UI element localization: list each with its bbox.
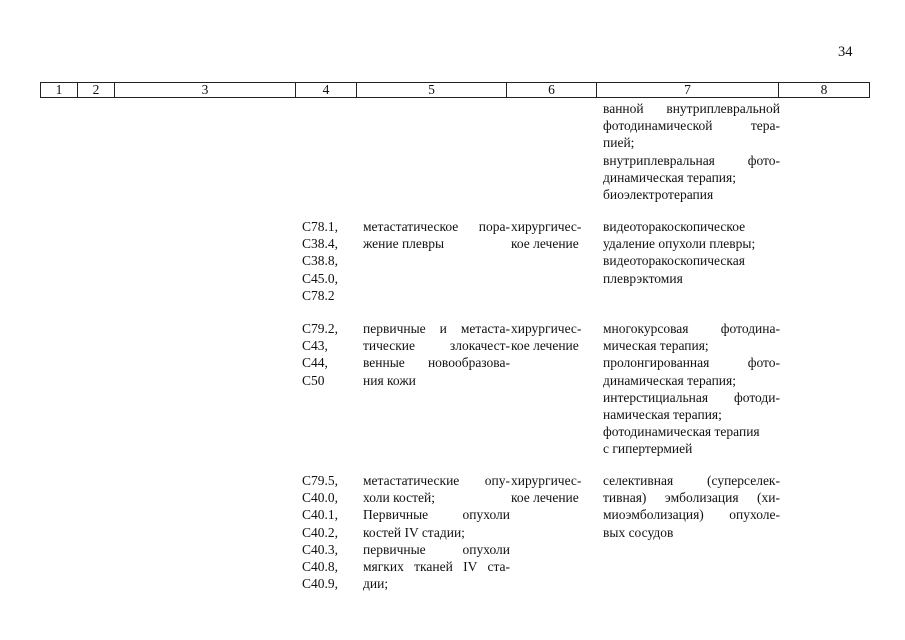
diagnosis-line: ния кожи — [363, 372, 416, 388]
method-line: намическая терапия; — [603, 407, 722, 423]
column-1-header: 1 — [41, 83, 78, 98]
row-1-diagnosis — [363, 218, 510, 252]
icd-code: С40.2, — [302, 524, 339, 540]
method-line: динамическая терапия; — [603, 169, 736, 185]
page-number: 34 — [838, 44, 853, 60]
icd-code: С79.2, — [302, 321, 339, 336]
method-line: динамическая терапия; — [603, 372, 736, 388]
treatment-line: кое лечение — [511, 236, 579, 252]
column-3-header: 3 — [115, 83, 296, 98]
treatment-line: кое лечение — [511, 338, 579, 354]
method-line: вых сосудов — [603, 524, 674, 540]
diagnosis-line: венные новообразова- — [363, 355, 510, 371]
icd-code: С38.8, — [302, 253, 339, 269]
icd-code: С45.0, — [302, 270, 339, 286]
icd-code: С40.3, — [302, 541, 339, 557]
diagnosis-line: первичные и метаста- — [363, 321, 510, 336]
method-line: ванной внутриплевральной — [603, 101, 780, 116]
row-1-treatment — [511, 218, 596, 252]
icd-code: С79.5, — [302, 473, 339, 488]
diagnosis-line: костей IV стадии; — [363, 524, 465, 540]
diagnosis-line: дии; — [363, 576, 389, 592]
column-6-header: 6 — [507, 83, 597, 98]
row-2-method — [603, 320, 780, 458]
icd-code: С38.4, — [302, 236, 339, 252]
column-7-header: 7 — [597, 83, 779, 98]
icd-code: С50 — [302, 372, 325, 388]
diagnosis-line: Первичные опухоли — [363, 507, 510, 523]
method-line: интерстициальная фотоди- — [603, 389, 780, 405]
row-2-codes — [302, 320, 358, 389]
icd-code: С40.0, — [302, 490, 339, 506]
method-line: с гипертермией — [603, 441, 693, 457]
method-line: селективная (суперселек- — [603, 473, 780, 488]
column-number-header — [40, 82, 870, 98]
continued-method-cell — [603, 100, 780, 203]
method-line: плеврэктомия — [603, 270, 683, 286]
icd-code: С78.1, — [302, 219, 339, 234]
diagnosis-line: тические злокачест- — [363, 338, 510, 354]
row-3-diagnosis — [363, 472, 510, 592]
row-2-diagnosis — [363, 320, 510, 389]
row-3-treatment — [511, 472, 596, 506]
column-2-header: 2 — [78, 83, 115, 98]
diagnosis-line: мягких тканей IV ста- — [363, 559, 510, 575]
treatment-line: хирургичес- — [511, 473, 582, 488]
method-line: биоэлектротерапия — [603, 187, 714, 203]
method-line: мическая терапия; — [603, 338, 709, 354]
diagnosis-line: холи костей; — [363, 490, 435, 506]
icd-code: С78.2 — [302, 287, 335, 303]
treatment-line: хирургичес- — [511, 219, 582, 234]
diagnosis-line: метастатические опу- — [363, 473, 510, 488]
icd-code: С40.1, — [302, 507, 339, 523]
column-8-header: 8 — [779, 83, 870, 98]
method-line: фотодинамическая терапия — [603, 424, 760, 440]
method-line: видеоторакоскопическая — [603, 253, 745, 269]
column-4-header: 4 — [296, 83, 357, 98]
method-line: пией; — [603, 135, 635, 151]
row-3-method — [603, 472, 780, 541]
method-line: многокурсовая фотодина- — [603, 321, 780, 336]
diagnosis-line: метастатическое пора- — [363, 219, 510, 234]
treatment-line: кое лечение — [511, 490, 579, 506]
row-1-method — [603, 218, 780, 287]
method-line: фотодинамической тера- — [603, 118, 780, 134]
diagnosis-line: первичные опухоли — [363, 541, 510, 557]
icd-code: С44, — [302, 355, 328, 371]
treatment-line: хирургичес- — [511, 321, 582, 336]
icd-code: С40.9, — [302, 576, 339, 592]
row-2-treatment — [511, 320, 596, 354]
row-3-codes — [302, 472, 358, 592]
row-1-codes — [302, 218, 358, 304]
diagnosis-line: жение плевры — [363, 236, 445, 252]
method-line: удаление опухоли плевры; — [603, 236, 756, 252]
method-line: видеоторакоскопическое — [603, 219, 746, 234]
method-line: тивная) эмболизация (хи- — [603, 490, 780, 506]
method-line: пролонгированная фото- — [603, 355, 780, 371]
method-line: миоэмболизация) опухоле- — [603, 507, 780, 523]
method-line: внутриплевральная фото- — [603, 152, 780, 168]
column-5-header: 5 — [357, 83, 507, 98]
icd-code: С40.8, — [302, 559, 339, 575]
icd-code: С43, — [302, 338, 328, 354]
